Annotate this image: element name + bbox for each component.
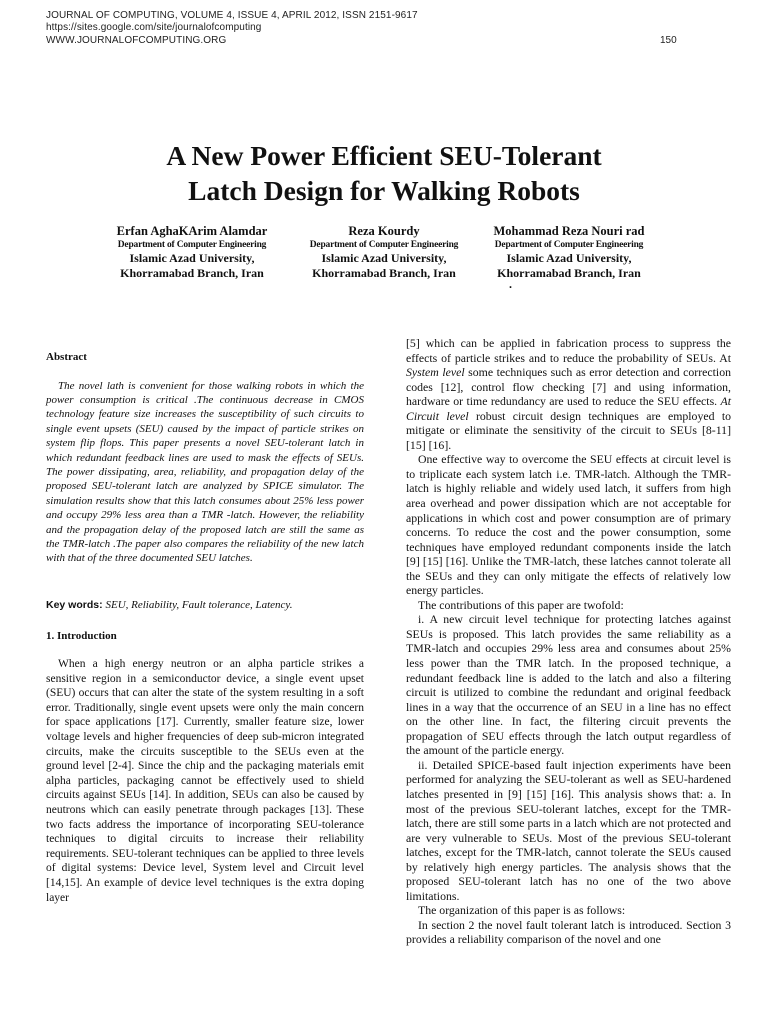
text-run: [5] which can be applied in fabrication process to suppress the effects of particle strikes and to reduce the probability of SEUs. At	[406, 336, 731, 365]
paragraph-organization: The organization of this paper is as follows:	[418, 903, 626, 918]
author-name: Reza Kourdy	[348, 224, 420, 238]
paper-title	[0, 138, 768, 208]
author-name: Mohammad Reza Nouri rad	[493, 224, 645, 238]
intro-paragraph: When a high energy neutron or an alpha particle strikes a sensitive region in a semiconductor device, a single event upset (SEU) occurs that can alter the state of the system resulting in a soft error. Traditionally, single event upsets were only the main concern for space applications [17]. Currently, smaller feature size, lower voltage levels and higher frequencies of deep sub-micron integrated circuits, make the circuits susceptible to the SEUs even at the ground level [2-4]. Since the chip and the packaging materials emit alpha particles, packaging cannot be effectively used to shield circuits against SEUs [14]. In addition, SEUs can also be caused by neutrons which can easily penetrate through packages [13]. These two facts address the importance of incorporating SEU-tolerance techniques to digital circuits to increase their reliability requirements. SEU-tolerant techniques can be applied to three levels of digital systems: Device level, System level and Circuit level [14,15]. An example of device level techniques is the extra doping layer	[46, 658, 364, 904]
author-location: Khorramabad Branch, Iran	[497, 265, 641, 280]
intro-heading: 1. Introduction	[46, 630, 117, 643]
author-department: Department of Computer Engineering	[309, 240, 459, 250]
author-name: Erfan AghaKArim Alamdar	[116, 224, 268, 238]
journal-website[interactable]: WWW.JOURNALOFCOMPUTING.ORG	[46, 34, 227, 46]
author-location: Khorramabad Branch, Iran	[312, 265, 456, 280]
author-affiliation: Islamic Azad University,	[129, 251, 255, 265]
abstract-heading: Abstract	[46, 351, 87, 363]
keywords-value: SEU, Reliability, Fault tolerance, Latency.	[105, 598, 293, 611]
emphasis-circuit-level: At Circuit level	[406, 394, 731, 423]
journal-url[interactable]: https://sites.google.com/site/journalofcomputing	[46, 22, 262, 34]
right-column	[406, 336, 731, 947]
left-column	[46, 350, 364, 905]
paragraph-contribution-1: i. A new circuit level technique for protecting latches against SEUs is proposed. This latch provides the same reliability as a TMR-latch and occupies 29% less area and consumes about 25% less power than the TMR latch. In the proposed technique, a redundant feedback line is added to the latch and also a filtering circuit is utilized to combine the redundant and original feedback lines in a way that the occurrence of an SEU in a line has no effect on the other line. In fact, the filtering circuit prevents the propagation of SEU effects through the latch output regardless of the amount of the particle energy.	[406, 612, 731, 758]
paragraph-sections: In section 2 the novel fault tolerant latch is introduced. Section 3 provides a reliability comparison of the novel and one	[406, 917, 731, 947]
author-location: Khorramabad Branch, Iran	[120, 265, 264, 280]
keywords	[46, 598, 364, 613]
stray-dot: .	[509, 277, 512, 291]
running-header	[46, 10, 418, 47]
paragraph-contribution-2: ii. Detailed SPICE-based fault injection experiments have been performed for analyzing the SEU-tolerant as well as SEU-hardened latches presented in [9] [15] [16]. This analysis shows that: a. In most of the previous SEU-tolerant latches, except for the TMR-latch, there are still some parts in a latch which are not protected and are very vulnerable to SEUs. Most of the previous SEU-tolerant latches, except for the TMR-latch, cannot tolerate the SEUs caused by relatively high energy particles. The analysis shows that the proposed SEU-tolerant latch has no one of the two above limitations.	[406, 757, 731, 903]
author-affiliation: Islamic Azad University,	[506, 251, 632, 265]
title-line-2: Latch Design for Walking Robots	[188, 175, 580, 206]
keywords-label: Key words:	[46, 598, 103, 611]
abstract-text: The novel lath is convenient for those walking robots in which the power consumption is critical .The continuous decrease in CMOS technology feature size increases the susceptibility of such circuits to single event upsets (SEU) caused by the impact of particle strikes on system flip flops. This paper presents a novel SEU-tolerant latch in which redundant feedback lines are used to mask the effects of SEUs. The power dissipating, area, reliability, and propagation delay of the proposed SEU-tolerant latch are analyzed by SPICE simulator. The simulation results show that this latch consumes about 25% less power and occupy 29% less area than a TMR -latch. However, the reliability and the propagation delay of the proposed latch are still the same as the TMR-latch .The paper also compares the reliability of the new latch with that of the three documented SEU latches.	[46, 379, 364, 565]
paragraph-tmr: One effective way to overcome the SEU effects at circuit level is to triplicate each system latch i.e. TMR-latch. Although the TMR-latch is highly reliable and widely used latch, it suffers from high area overhead and power dissipation which are not acceptable for applications in which cost and power consumption are of primary concerns. To reduce the cost and the power consumption, some techniques have employed redundant components inside the latch [9] [15] [16]. Unlike the TMR-latch, these latches cannot tolerate all the SEUs and they can only mitigate the effects of relatively low energy particles.	[406, 452, 731, 598]
paragraph-techniques	[406, 336, 731, 452]
text-run: robust circuit design techniques are employed to mitigate or eliminate the sensitivity of the circuit to SEUs [8-11] [15] [16].	[406, 408, 731, 452]
author-block-3	[449, 223, 689, 280]
author-department: Department of Computer Engineering	[117, 240, 267, 250]
author-department: Department of Computer Engineering	[494, 240, 644, 250]
paragraph-contributions: The contributions of this paper are twofold:	[418, 597, 624, 612]
journal-line: JOURNAL OF COMPUTING, VOLUME 4, ISSUE 4, APRIL 2012, ISSN 2151-9617	[46, 10, 418, 21]
author-affiliation: Islamic Azad University,	[321, 251, 447, 265]
page-number: 150	[660, 35, 677, 46]
title-line-1: A New Power Efficient SEU-Tolerant	[166, 140, 602, 171]
emphasis-system-level: System level	[406, 365, 465, 380]
text-run: some techniques such as error detection and correction codes [12], control flow checking [7] and using information, hardware or time redundancy are used to reduce the SEU effects.	[406, 365, 731, 409]
